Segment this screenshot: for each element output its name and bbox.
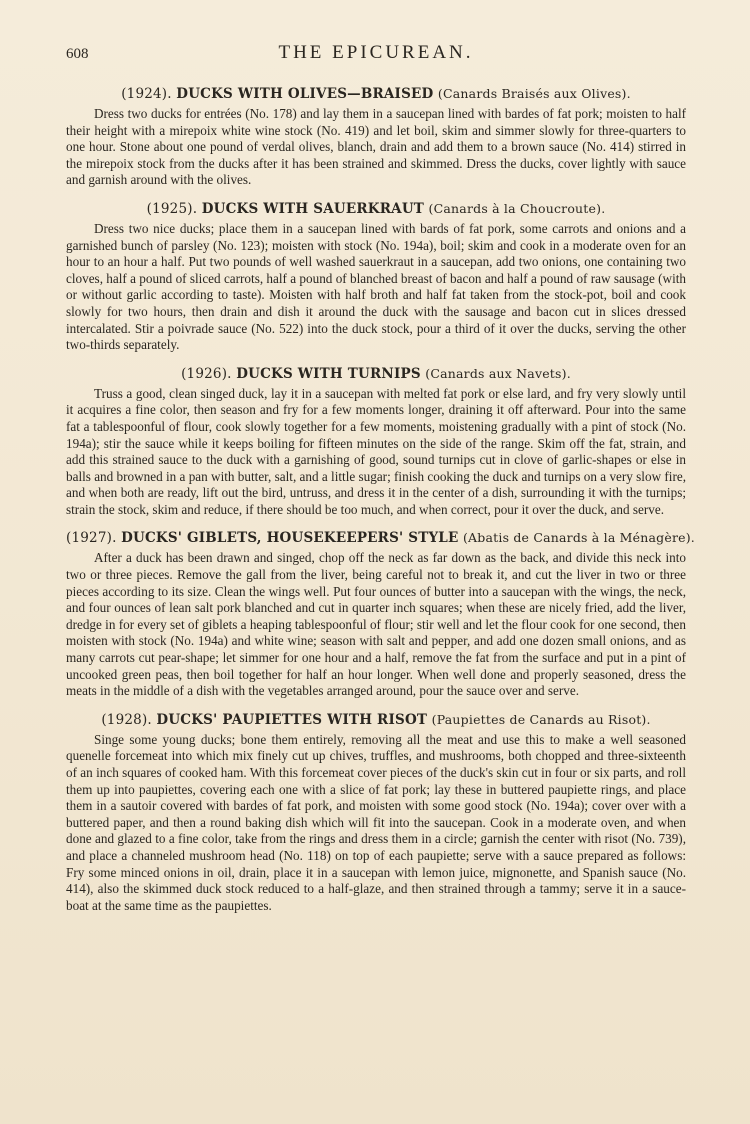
recipe-title: DUCKS WITH OLIVES—BRAISED <box>176 86 434 102</box>
recipe-number: (1924). <box>121 86 172 102</box>
recipe-french-title: (Paupiettes de Canards au Risot). <box>431 711 651 727</box>
recipe-body: Dress two nice ducks; place them in a saucepan lined with bards of fat pork, some carrots and onions and a garnished bunch of parsley (No. 123); moisten with stock (No. 194a), boil; skim and cook in a moderate oven for an hour to an hour a half. Put two pounds of well washed sauerkraut in a saucepan, add two onions, one containing two cloves, half a pound of sliced carrots, half a pound of blanched breast of bacon and half a pound of raw sausage (with or without garlic according to taste). Moisten with half broth and half fat taken from the stock-pot, boil and cook slowly for two hours, then drain and dish it around the duck with the sausage and bacon cut in slices dressed intercalated. Stir a poivrade sauce (No. 522) into the duck stock, pour a third of it over the ducks, serving the other two-thirds separately. <box>66 220 686 353</box>
recipe-title: DUCKS' PAUPIETTES WITH RISOT <box>156 711 428 728</box>
recipe-french-title: (Canards aux Navets). <box>425 365 571 381</box>
recipe-1928 <box>66 712 686 915</box>
recipe-french-title: (Canards à la Choucroute). <box>428 200 606 216</box>
recipe-heading <box>66 86 686 102</box>
recipe-body: After a duck has been drawn and singed, chop off the neck as far down as the back, and divide this neck into two or three pieces. Remove the gall from the liver, being careful not to break it, and cut the liver in two or three pieces according to its size. Clean the wings well. Put four ounces of butter into a saucepan with the wings, the neck, and four ounces of lean salt pork blanched and cut in quarter inch squares; when these are nicely fried, add the liver, dredge in for every set of giblets a heaping tablespoonful of flour; stir well and let the flour cook for one second, then moisten with stock (No. 194a) and white wine; season with salt and pepper, and add one dozen small onions, and as many carrots cut pear-shape; let simmer for one hour and a half, remove the fat from the surface and put in a pint of uncooked green peas, then boil together for half an hour longer. When well done and properly seasoned, dress the meats in the middle of a dish with the vegetables arranged around, pour the sauce over and serve. <box>66 550 686 699</box>
recipe-1925 <box>66 201 686 354</box>
recipe-title: DUCKS WITH TURNIPS <box>236 365 421 382</box>
recipe-number: (1925). <box>146 200 198 217</box>
recipe-title: DUCKS' GIBLETS, HOUSEKEEPERS' STYLE <box>121 530 459 547</box>
recipe-number: (1928). <box>101 711 152 728</box>
recipe-heading <box>66 530 695 547</box>
running-title: THE EPICUREAN. <box>278 42 474 63</box>
recipe-body: Dress two ducks for entrées (No. 178) and lay them in a saucepan lined with bardes of fat pork; moisten to half their height with a mirepoix white wine stock (No. 419) and let boil, skim and simmer slowly for three-quarters to one hour. Stone about one pound of verdal olives, blanch, drain and add them to a brown sauce (No. 414) stirred in the mirepoix stock from the ducks after it has been strained and skimmed. Dress the ducks, cover lightly with sauce and garnish around with the olives. <box>66 106 686 188</box>
running-head <box>66 40 686 68</box>
recipe-heading <box>66 366 686 382</box>
recipe-heading <box>66 712 686 728</box>
page-number: 608 <box>66 46 89 62</box>
recipe-body: Singe some young ducks; bone them entirely, removing all the meat and use this to make a well seasoned quenelle forcemeat into which mix finely cut up chives, truffles, and mushrooms, both chopped and three-sixteenth of an inch squares of cooked ham. With this forcemeat cover pieces of the duck's skin cut in four or six parts, and roll them up into paupiettes, covering each one with a slice of fat pork; lay these in buttered paupiette rings, and place them in a sautoir covered with bardes of fat pork, and moisten with some good stock (No. 194a); cover over with a buttered paper, and then a round baking dish which will fit into the saucepan. Cook in a moderate oven, and when done and glazed to a fine color, take from the rings and dress them in a circle; garnish the center with risot (No. 739), and place a channeled mushroom head (No. 118) on top of each paupiette; serve with a sauce prepared as follows: Fry some minced onions in oil, drain, place it in a saucepan with lemon juice, mignonette, and Spanish sauce (No. 414), also the skimmed duck stock reduced to a half-glaze, and then strained through a tammy; serve it in a sauce-boat at the same time as the paupiettes. <box>66 731 686 913</box>
recipe-body: Truss a good, clean singed duck, lay it in a saucepan with melted fat pork or else lard, and fry very slowly until it acquires a fine color, then season and fry for a few moments longer, draining it off afterward. Pour into the same fat a tablespoonful of flour, cook slowly together for a few moments, moistening gradually with a pint of stock (No. 194a); stir the sauce while it keeps boiling for fifteen minutes on the side of the range. Skim off the fat, strain, and add this strained sauce to the duck with a garnishing of good, sound turnips cut in clove of garlic-shapes or else in balls and browned in a pan with butter, salt, and a little sugar; finish cooking the duck and turnips on a very slow fire, and when both are ready, lift out the bird, untruss, and dress it in the center of a dish, surrounding it with the turnips; strain the stock, skim and reduce, if there should be too much, and when correct, pour it over the duck, and serve. <box>66 385 686 517</box>
recipe-1924 <box>66 86 686 189</box>
recipe-1927 <box>66 530 695 699</box>
recipe-1926 <box>66 366 686 519</box>
recipe-french-title: (Canards Braisés aux Olives). <box>437 86 631 101</box>
recipe-french-title: (Abatis de Canards à la Ménagère). <box>462 530 695 546</box>
recipe-number: (1926). <box>181 365 232 382</box>
recipe-title: DUCKS WITH SAUERKRAUT <box>201 200 425 217</box>
recipe-heading <box>66 201 686 217</box>
recipe-number: (1927). <box>66 530 117 547</box>
